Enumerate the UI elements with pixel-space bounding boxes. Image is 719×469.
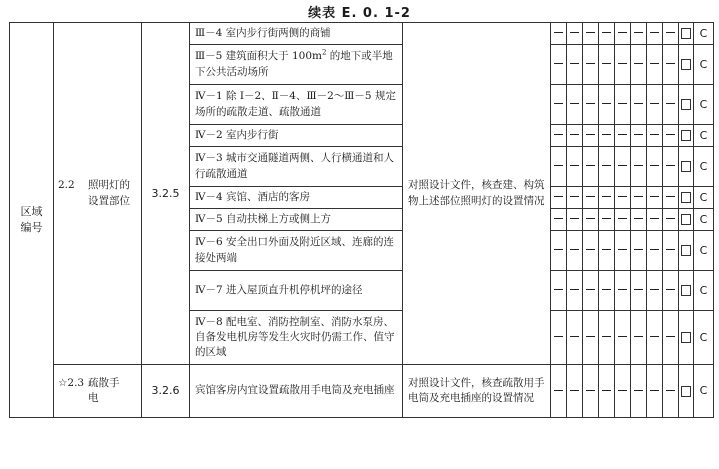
dash-mark [586,103,595,104]
dash-cell [567,187,583,209]
dash-cell [663,147,679,187]
dash-cell [663,231,679,271]
dash-mark [602,165,611,166]
dash-mark [650,32,659,33]
dash-mark [586,218,595,219]
dash-mark [586,249,595,250]
dash-mark [586,165,595,166]
dash-mark [666,336,675,337]
dash-cell [551,85,567,125]
dash-cell [647,311,663,365]
dash-mark [634,165,643,166]
item-name: 照明灯的 设置部位 [88,179,130,207]
checkbox-cell[interactable] [679,85,694,125]
dash-mark [666,196,675,197]
dash-mark [554,249,563,250]
checkbox-cell[interactable] [679,187,694,209]
dash-cell [567,45,583,85]
dash-mark [618,63,627,64]
dash-cell [615,85,631,125]
dash-cell [551,187,567,209]
dash-cell [647,365,663,418]
dash-mark [634,134,643,135]
checkbox-cell[interactable] [679,147,694,187]
dash-cell [599,231,615,271]
table-row [10,365,714,418]
checkbox-cell[interactable] [679,271,694,311]
checkbox-icon[interactable] [681,214,691,225]
dash-cell [647,271,663,311]
item-content-cell: Ⅳ－7 进入屋顶直升机停机坪的途径 [190,271,403,311]
clause-cell: 3.2.5 [142,23,190,365]
dash-mark [666,289,675,290]
dash-mark [602,134,611,135]
item-content-cell: 宾馆客房内宜设置疏散用手电筒及充电插座 [190,365,403,418]
dash-cell [647,45,663,85]
dash-mark [586,134,595,135]
table-title: 续表 E. 0. 1-2 [308,6,411,21]
conclusion-letter: C [694,45,714,85]
dash-mark [570,103,579,104]
dash-cell [647,147,663,187]
dash-mark [586,196,595,197]
dash-cell [663,23,679,45]
dash-cell [551,365,567,418]
dash-mark [650,196,659,197]
dash-cell [551,125,567,147]
dash-cell [551,271,567,311]
dash-mark [586,390,595,391]
dash-cell [631,147,647,187]
dash-mark [618,390,627,391]
dash-cell [551,231,567,271]
dash-cell [647,125,663,147]
dash-cell [567,365,583,418]
conclusion-letter: C [694,271,714,311]
item-content-cell: Ⅳ－2 室内步行街 [190,125,403,147]
dash-cell [583,311,599,365]
superscript: 2 [321,48,327,57]
dash-cell [631,187,647,209]
dash-mark [602,289,611,290]
dash-mark [602,32,611,33]
checkbox-cell[interactable] [679,45,694,85]
checkbox-icon[interactable] [681,245,691,256]
dash-mark [570,134,579,135]
checkbox-icon[interactable] [681,161,691,172]
item-name-cell [54,23,142,365]
item-content-cell: Ⅳ－3 城市交通隧道两侧、人行横通道和人行疏散通道 [190,147,403,187]
checkbox-cell[interactable] [679,231,694,271]
dash-mark [618,196,627,197]
dash-cell [631,231,647,271]
conclusion-letter: C [694,187,714,209]
dash-mark [666,218,675,219]
dash-mark [634,218,643,219]
inspection-table [9,22,714,418]
dash-mark [554,63,563,64]
dash-mark [650,289,659,290]
checkbox-icon[interactable] [681,285,691,296]
dash-cell [583,125,599,147]
dash-cell [615,365,631,418]
dash-cell [599,45,615,85]
dash-cell [663,209,679,231]
dash-mark [586,289,595,290]
dash-cell [567,271,583,311]
dash-cell [647,209,663,231]
dash-cell [599,271,615,311]
checkbox-icon[interactable] [681,332,691,343]
dash-mark [618,249,627,250]
dash-mark [602,390,611,391]
dash-mark [650,63,659,64]
conclusion-letter: C [694,311,714,365]
dash-cell [551,311,567,365]
dash-cell [567,85,583,125]
dash-cell [599,125,615,147]
dash-cell [631,45,647,85]
dash-cell [663,187,679,209]
dash-cell [631,209,647,231]
dash-mark [666,165,675,166]
dash-mark [554,289,563,290]
method-cell: 对照设计文件，核查建、构筑物上述部位照明灯的设置情况 [403,23,551,365]
item-content-cell: Ⅳ－6 安全出口外面及附近区域、连廊的连接处两端 [190,231,403,271]
dash-mark [602,218,611,219]
item-name: 疏散手 电 [88,376,120,404]
dash-cell [631,271,647,311]
dash-cell [567,147,583,187]
dash-cell [663,365,679,418]
dash-cell [583,187,599,209]
dash-mark [634,63,643,64]
dash-cell [631,23,647,45]
checkbox-icon[interactable] [681,130,691,141]
dash-cell [583,231,599,271]
checkbox-cell[interactable] [679,311,694,365]
dash-mark [570,63,579,64]
dash-mark [554,134,563,135]
dash-mark [570,165,579,166]
conclusion-letter: C [694,23,714,45]
dash-cell [567,23,583,45]
dash-mark [554,103,563,104]
conclusion-letter: C [694,365,714,418]
dash-cell [583,45,599,85]
dash-mark [602,336,611,337]
dash-mark [634,32,643,33]
dash-mark [634,289,643,290]
conclusion-letter: C [694,209,714,231]
dash-cell [663,311,679,365]
dash-mark [554,218,563,219]
dash-mark [570,249,579,250]
item-content-cell: Ⅳ－5 自动扶梯上方或侧上方 [190,209,403,231]
item-content-cell: Ⅳ－4 宾馆、酒店的客房 [190,187,403,209]
item-content-cell: Ⅲ－4 室内步行街两侧的商铺 [190,23,403,45]
dash-cell [583,271,599,311]
dash-cell [567,311,583,365]
dash-mark [650,390,659,391]
dash-cell [551,209,567,231]
conclusion-letter: C [694,125,714,147]
dash-cell [615,23,631,45]
item-name-cell [54,365,142,418]
dash-cell [615,125,631,147]
dash-cell [551,23,567,45]
dash-cell [567,231,583,271]
dash-cell [615,231,631,271]
dash-cell [583,209,599,231]
dash-cell [599,209,615,231]
dash-mark [570,390,579,391]
dash-cell [631,311,647,365]
dash-mark [570,196,579,197]
dash-cell [663,125,679,147]
dash-cell [599,85,615,125]
checkbox-icon[interactable] [681,192,691,203]
dash-mark [666,390,675,391]
dash-mark [602,196,611,197]
dash-cell [615,187,631,209]
dash-mark [618,218,627,219]
dash-mark [554,336,563,337]
dash-mark [650,218,659,219]
checkbox-icon[interactable] [681,28,691,39]
dash-mark [554,390,563,391]
dash-mark [570,336,579,337]
conclusion-letter: C [694,231,714,271]
dash-mark [650,134,659,135]
dash-mark [650,336,659,337]
dash-mark [666,63,675,64]
dash-cell [615,271,631,311]
dash-mark [570,289,579,290]
dash-mark [554,165,563,166]
dash-cell [615,45,631,85]
dash-cell [583,147,599,187]
dash-cell [615,209,631,231]
dash-cell [631,365,647,418]
dash-mark [666,134,675,135]
dash-mark [618,165,627,166]
checkbox-cell[interactable] [679,365,694,418]
item-content-cell: Ⅲ－5 建筑面积大于 $100m^2$ 的地下或半地下公共活动场所 [190,45,403,85]
dash-mark [618,289,627,290]
dash-cell [583,23,599,45]
dash-cell [615,311,631,365]
dash-cell [599,23,615,45]
dash-mark [634,336,643,337]
dash-cell [663,45,679,85]
dash-cell [663,271,679,311]
checkbox-icon[interactable] [681,99,691,110]
dash-mark [554,32,563,33]
dash-cell [551,147,567,187]
dash-cell [599,187,615,209]
dash-mark [666,103,675,104]
conclusion-letter: C [694,147,714,187]
dash-mark [650,249,659,250]
dash-mark [618,336,627,337]
dash-mark [602,103,611,104]
dash-mark [618,103,627,104]
checkbox-icon[interactable] [681,59,691,70]
dash-mark [602,63,611,64]
dash-cell [631,125,647,147]
dash-mark [650,103,659,104]
dash-mark [570,218,579,219]
dash-cell [615,147,631,187]
dash-mark [666,32,675,33]
dash-cell [663,85,679,125]
method-cell: 对照设计文件，核查疏散用手电筒及充电插座的设置情况 [403,365,551,418]
checkbox-icon[interactable] [681,386,691,397]
item-content-cell: Ⅳ－1 除 Ⅰ－2、Ⅱ－4、Ⅲ－2～Ⅲ－5 规定场所的疏散走道、疏散通道 [190,85,403,125]
dash-mark [634,196,643,197]
dash-cell [647,85,663,125]
dash-cell [647,231,663,271]
table-row [10,23,714,45]
clause-cell: 3.2.6 [142,365,190,418]
dash-mark [618,32,627,33]
dash-cell [599,365,615,418]
dash-mark [570,32,579,33]
dash-cell [631,85,647,125]
dash-mark [634,249,643,250]
item-content-cell: Ⅳ－8 配电室、消防控制室、消防水泵房、自备发电机房等发生火灾时仍需工作、值守的区域 [190,311,403,365]
dash-mark [586,336,595,337]
dash-mark [650,165,659,166]
dash-cell [599,311,615,365]
dash-cell [647,187,663,209]
dash-cell [567,125,583,147]
item-number: 2.2 [58,179,75,192]
dash-mark [666,249,675,250]
dash-mark [634,390,643,391]
checkbox-cell[interactable] [679,209,694,231]
dash-mark [586,63,595,64]
dash-mark [618,134,627,135]
dash-cell [567,209,583,231]
dash-cell [551,45,567,85]
dash-cell [599,147,615,187]
dash-mark [634,103,643,104]
checkbox-cell[interactable] [679,23,694,45]
checkbox-cell[interactable] [679,125,694,147]
dash-mark [554,196,563,197]
dash-cell [583,85,599,125]
dash-mark [586,32,595,33]
item-number: ☆2.3 [58,376,85,389]
dash-cell [647,23,663,45]
dash-mark [602,249,611,250]
dash-cell [583,365,599,418]
region-label-cell: 区域 编号 [10,23,54,418]
conclusion-letter: C [694,85,714,125]
